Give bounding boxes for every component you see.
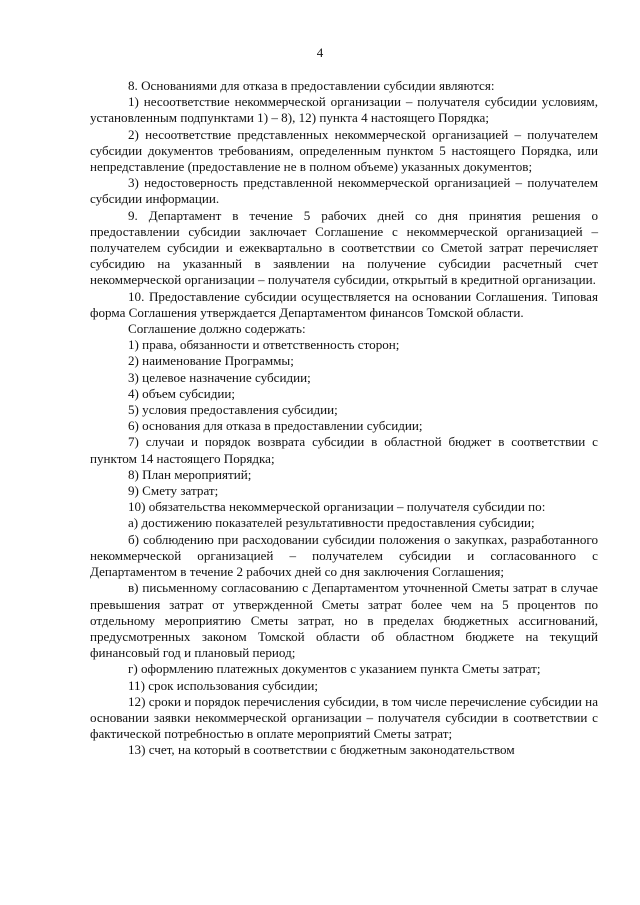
agreement-item-8: 8) План мероприятий; [128,466,252,482]
agreement-item-10a: а) достижению показателей результативности предоставления субсидии; [128,515,535,531]
agreement-item-6: 6) основания для отказа в предоставлении субсидии; [128,418,423,434]
agreement-item-12: 12) сроки и порядок перечисления субсидии, в том числе перечисление субсидии на основании заявки некоммерческой организации – получателя субсидии в соответствии с фактической потребностью в оплате мероприятий Сметы затрат; [90,693,598,742]
agreement-item-9: 9) Смету затрат; [128,483,219,499]
paragraph-8-item-2: 2) несоответствие представленных некоммерческой организацией – получателем субсидии документов требованиям, определенным пунктом 5 настоящего Порядка, или непредставление (предоставление не в полном объеме) указанных документов; [90,126,598,175]
paragraph-9: 9. Департамент в течение 5 рабочих дней со дня принятия решения о предоставлении субсидии заключает Соглашение с некоммерческой организацией – получателем субсидии и ежеквартально в соответствии со Сметой затрат перечисляет субсидию на указанный в заявлении на получение субсидии расчетный счет некоммерческой организации – получателя субсидии, открытый в кредитной организации. [90,207,598,288]
agreement-item-1: 1) права, обязанности и ответственность сторон; [128,337,400,353]
agreement-item-10g: г) оформлению платежных документов с указанием пункта Сметы затрат; [128,661,541,677]
agreement-item-13: 13) счет, на который в соответствии с бюджетным законодательством [128,742,515,758]
paragraph-8-refusal-grounds: 8. Основаниями для отказа в предоставлении субсидии являются: [128,78,495,93]
agreement-item-3: 3) целевое назначение субсидии; [128,369,311,385]
agreement-item-4: 4) объем субсидии; [128,385,236,401]
page-number: 4 [316,45,324,60]
agreement-item-10v: в) письменному согласованию с Департаментом уточненной Сметы затрат в случае превышения затрат от утвержденной Сметы затрат более чем на 5 процентов по отдельному мероприятию Сметы затрат, но в пределах бюджетных ассигнований, предусмотренных законом Томской области об областном бюджете на текущий финансовый год и плановый период; [90,580,598,661]
paragraph-8-item-1: 1) несоответствие некоммерческой организации – получателя субсидии условиям, установленным подпунктами 1) – 8), 12) пункта 4 настоящего Порядка; [90,94,598,126]
agreement-item-2: 2) наименование Программы; [128,353,294,369]
paragraph-10: 10. Предоставление субсидии осуществляется на основании Соглашения. Типовая форма Соглашения утверждается Департаментом финансов Томской области. [90,288,598,320]
agreement-item-11: 11) срок использования субсидии; [128,677,319,693]
agreement-contents-heading: Соглашение должно содержать: [128,321,306,337]
document-body [90,78,598,759]
agreement-item-5: 5) условия предоставления субсидии; [128,402,338,418]
agreement-item-7: 7) случаи и порядок возврата субсидии в областной бюджет в соответствии с пунктом 14 настоящего Порядка; [90,434,598,466]
agreement-item-10b: б) соблюдению при расходовании субсидии положения о закупках, разработанного некоммерческой организацией – получателем субсидии и согласованного с Департаментом в течение 2 рабочих дней со дня заключения Соглашения; [90,531,598,580]
paragraph-8-item-3: 3) недостоверность представленной некоммерческой организацией – получателем субсидии информации. [90,175,598,207]
agreement-item-10: 10) обязательства некоммерческой организации – получателя субсидии по: [128,499,546,515]
